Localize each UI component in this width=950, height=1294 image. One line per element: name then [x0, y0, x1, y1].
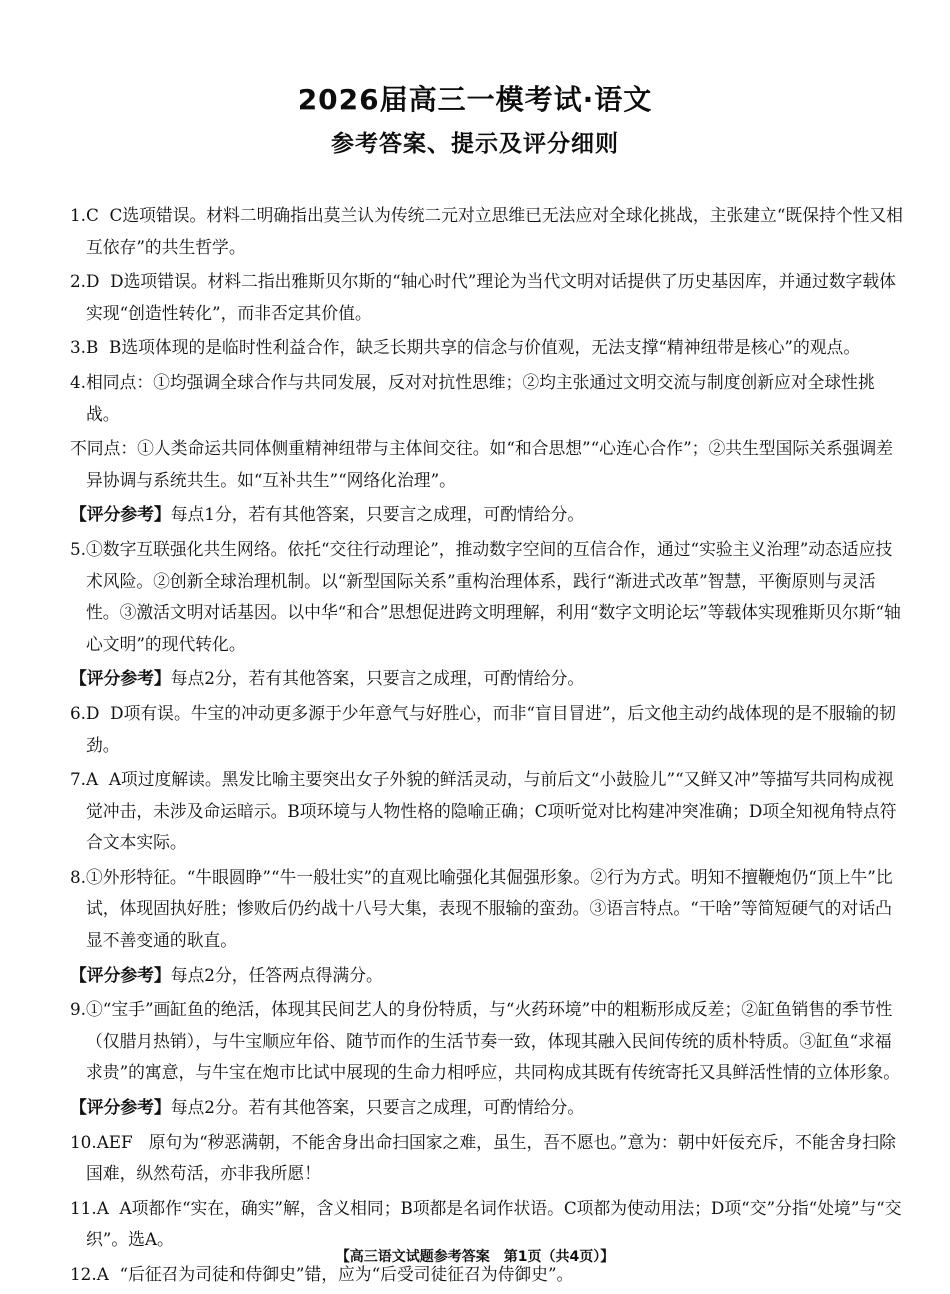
answer-text: D项有误。牛宝的冲动更多源于少年意气与好胜心，而非“盲目冒进”，后文他主动约战体现的是不服输的韧劲。	[86, 702, 896, 755]
answer-number: 2.D	[70, 271, 100, 292]
answer-item-6	[70, 698, 905, 761]
answer-text: A项都作“实在，确实”解，含义相同；B项都是名词作状语。C项都为使动用法；D项“交”分指“处境”与“交织”。选A。	[86, 1197, 902, 1250]
page-title: 2026届高三一模考试·语文	[297, 83, 653, 116]
scoring-label: 【评分参考】	[70, 964, 171, 985]
answer-item-10	[70, 1127, 905, 1190]
answer-number: 4.	[70, 371, 87, 392]
scoring-note	[70, 960, 905, 992]
scoring-label: 【评分参考】	[70, 668, 171, 689]
answer-number: 3.B	[70, 337, 99, 358]
scoring-text: 每点2分，若有其他答案，只要言之成理，可酌情给分。	[170, 668, 585, 689]
answer-item-5	[70, 534, 905, 660]
answer-text: 原句为“秽恶满朝，不能舍身出命扫国家之难，虽生，吾不愿也。”意为：朝中奸佞充斥，不能舍身扫除国难，纵然苟活，亦非我所愿！	[86, 1131, 896, 1184]
answer-item-8	[70, 862, 905, 957]
answer-number: 10.AEF	[70, 1131, 133, 1152]
answer-number: 8.	[70, 866, 87, 887]
answer-text: B选项体现的是临时性利益合作，缺乏长期共享的信念与价值观，无法支撑“精神纽带是核心”的观点。	[109, 337, 861, 358]
answer-number: 5.	[70, 538, 87, 559]
answer-text: 相同点：①均强调全球合作与共同发展，反对对抗性思维；②均主张通过文明交流与制度创新应对全球性挑战。	[86, 371, 875, 424]
scoring-text: 每点2分。若有其他答案，只要言之成理，可酌情给分。	[170, 1097, 585, 1118]
answer-number: 11.A	[70, 1197, 109, 1218]
answer-text: C选项错误。材料二明确指出莫兰认为传统二元对立思维已无法应对全球化挑战，主张建立“既保持个性又相互依存”的共生哲学。	[86, 205, 903, 257]
answer-text: ①数字互联强化共生网络。依托“交往行动理论”，推动数字空间的互信合作，通过“实验主义治理”动态适应技术风险。②创新全球治理机制。以“新型国际关系”重构治理体系，践行“渐进式改革”智慧，平衡原则与灵活性。③激活文明对话基因。以中华“和合”思想促进跨文明理解，利用“数字文明论坛”等载体实现雅斯贝尔斯“轴心文明”的现代转化。	[86, 538, 901, 654]
scoring-label: 【评分参考】	[70, 1097, 171, 1118]
answer-number: 7.A	[70, 769, 99, 790]
scoring-note	[70, 663, 905, 695]
page-footer: 【高三语文试题参考答案 第1页（共4页）】	[335, 1249, 615, 1265]
answer-number: 1.C	[70, 205, 99, 225]
answer-text: 不同点：①人类命运共同体侧重精神纽带与主体间交往。如“和合思想”“心连心合作”；②共生型国际关系强调差异协调与系统共生。如“互补共生”“网络化治理”。	[70, 438, 894, 490]
answer-number: 6.D	[70, 702, 100, 723]
answer-item-2	[70, 266, 905, 329]
scoring-note	[70, 1092, 905, 1124]
answer-item-4	[70, 367, 905, 430]
answer-number: 12.A	[70, 1264, 109, 1284]
answer-text: ①外形特征。“牛眼圆睁”“牛一般壮实”的直观比喻强化其倔强形象。②行为方式。明知不擅鞭炮仍“顶上牛”比试，体现固执好胜；惨败后仍约战十八号大集，表现不服输的蛮劲。③语言特点。“干啥”等简短硬气的对话凸显不善变通的耿直。	[86, 866, 893, 951]
answer-item-1	[70, 200, 905, 263]
scoring-label: 【评分参考】	[70, 504, 171, 525]
answer-item-4-continued	[70, 433, 905, 496]
answer-text: D选项错误。材料二指出雅斯贝尔斯的“轴心时代”理论为当代文明对话提供了历史基因库，并通过数字载体实现“创造性转化”，而非否定其价值。	[86, 271, 896, 323]
answer-number: 9.	[70, 999, 87, 1020]
scoring-note	[70, 499, 905, 531]
answer-text: “后征召为司徒和侍御史”错，应为“后受司徒征召为侍御史”。	[119, 1264, 574, 1284]
scoring-text: 每点2分，任答两点得满分。	[170, 964, 383, 985]
answer-item-7	[70, 764, 905, 859]
answer-text: ①“宝手”画缸鱼的绝活，体现其民间艺人的身份特质，与“火药环境”中的粗粝形成反差；②缸鱼销售的季节性（仅腊月热销），与牛宝顺应年俗、随节而作的生活节奏一致，体现其融入民间传统的质朴特质。③缸鱼“求福求贵”的寓意，与牛宝在炮市比试中展现的生命力相呼应，共同构成其既有传统寄托又具鲜活性情的立体形象。	[86, 999, 901, 1083]
answer-list	[70, 200, 905, 1294]
answer-item-3	[70, 332, 905, 364]
answer-text: A项过度解读。黑发比喻主要突出女子外貌的鲜活灵动，与前后文“小鼓脸儿”“又鲜又冲”等描写共同构成视觉冲击，未涉及命运暗示。B项环境与人物性格的隐喻正确；C项听觉对比构建冲突准确；D项全知视角特点符合文本实际。	[86, 769, 897, 853]
answer-item-9	[70, 994, 905, 1089]
scoring-text: 每点1分，若有其他答案，只要言之成理，可酌情给分。	[170, 504, 585, 525]
page-subtitle: 参考答案、提示及评分细则	[331, 131, 619, 157]
